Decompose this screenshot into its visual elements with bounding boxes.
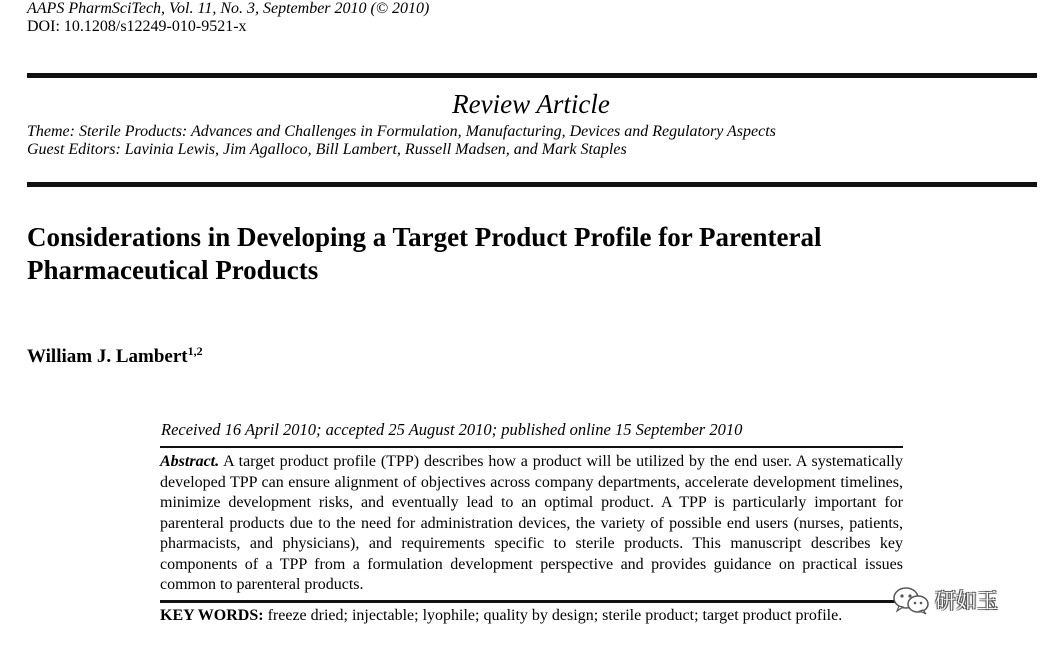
watermark (891, 583, 1026, 617)
keywords-label: KEY WORDS: (160, 607, 264, 624)
wechat-icon (891, 585, 931, 615)
author-affiliations: 1,2 (187, 344, 203, 358)
author (27, 345, 203, 369)
received-dates: Received 16 April 2010; accepted 25 August 2010; published online 15 September 2010 (161, 420, 743, 439)
doi: DOI: 10.1208/s12249-010-9521-x (27, 18, 247, 35)
article-type: Review Article (452, 89, 610, 119)
watermark-text: 研如玉 (935, 589, 998, 613)
guest-editors-line: Guest Editors: Lavinia Lewis, Jim Agalloco, Bill Lambert, Russell Madsen, and Mark Staples (27, 141, 627, 158)
theme-line: Theme: Sterile Products: Advances and Challenges in Formulation, Manufacturing, Devices and Regulatory Aspects (27, 123, 776, 140)
keywords-text: freeze dried; injectable; lyophile; quality by design; sterile product; target product profile. (267, 607, 843, 624)
top-divider (27, 73, 1037, 78)
article-title: Considerations in Developing a Target Product Profile for Parenteral Pharmaceutical Products (27, 222, 822, 285)
header-bottom-divider (27, 182, 1037, 187)
keywords (160, 606, 842, 626)
abstract (160, 452, 903, 596)
abstract-top-rule (160, 446, 903, 448)
abstract-text: A target product profile (TPP) describes how a product will be utilized by the end user. A systematically developed TPP can ensure alignment of objectives across company departments, accelerate development timelines, minimize development risks, and eventually lead to an optimal product. A TPP is particularly important for parenteral products due to the need for administration devices, the variety of possible end users (nurses, patients, pharmacists, and physicians), and requirements specific to sterile products. This manuscript describes key components of a TPP from a formulation development perspective and provides guidance on practical issues common to parenteral products. (160, 453, 903, 593)
journal-citation: AAPS PharmSciTech, Vol. 11, No. 3, September 2010 (© 2010) (27, 0, 430, 17)
author-name: William J. Lambert (27, 346, 188, 367)
abstract-label: Abstract. (160, 453, 220, 470)
abstract-bottom-rule (160, 600, 903, 603)
